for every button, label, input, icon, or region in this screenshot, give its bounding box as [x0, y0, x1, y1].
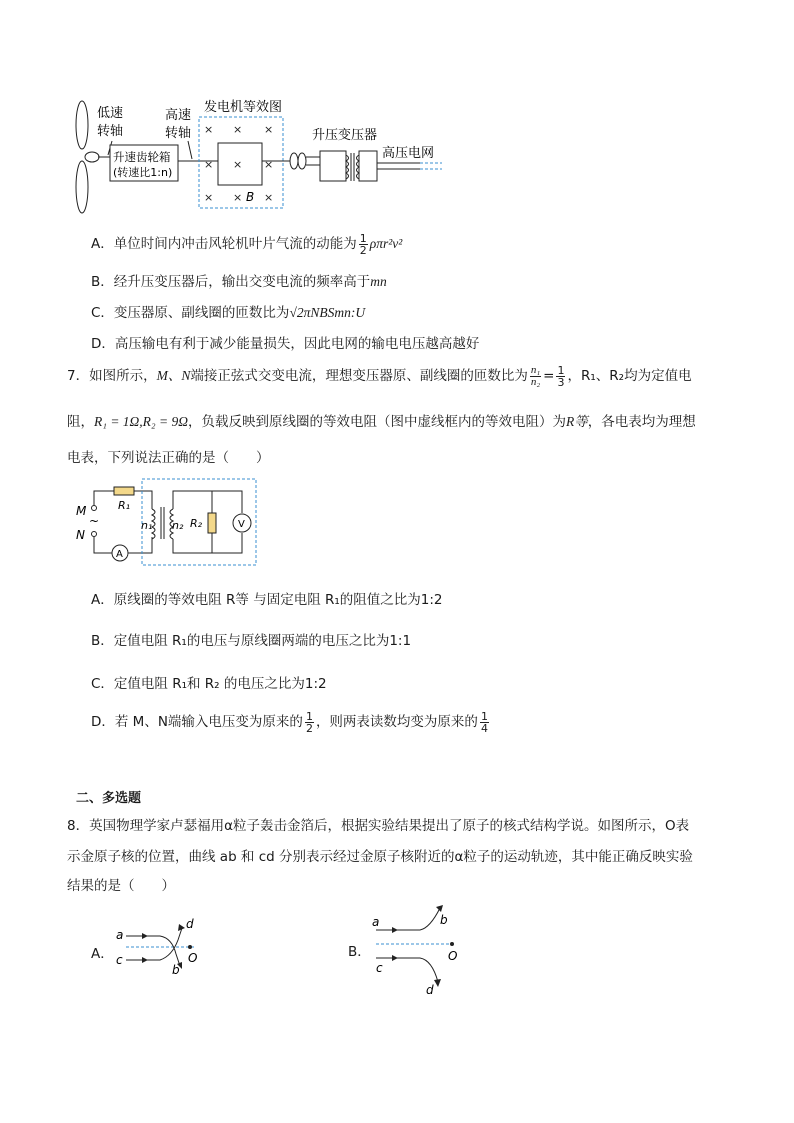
q8-stem-line1: 8．英国物理学家卢瑟福用α粒子轰击金箔后，根据实验结果提出了原子的核式结构学说。如图所示，O表: [67, 818, 690, 834]
high-speed-label: 高速: [165, 108, 192, 123]
resistor-r1: [114, 487, 134, 495]
b-field-label: B: [246, 190, 255, 204]
q8-option-b-diagram: [368, 902, 468, 997]
svg-text:M: M: [76, 504, 87, 518]
svg-text:R₂: R₂: [190, 517, 203, 530]
svg-text:c: c: [116, 953, 123, 967]
q8-option-a-diagram: [112, 914, 212, 976]
svg-text:R₁: R₁: [118, 499, 131, 512]
wind-generator-diagram: [70, 95, 450, 220]
svg-text:×: ×: [233, 123, 243, 136]
q6-option-c: C．变压器原、副线圈的匝数比为√2πNBSmn:U: [91, 305, 366, 321]
transformer-label: 升压变压器: [312, 128, 378, 143]
q7-stem-line2: 阻，R₁ = 1Ω,R₂ = 9Ω，负载反映到原线圈的等效电阻（图中虚线框内的等效电阻）为R等，各电表均为理想: [67, 414, 696, 430]
svg-text:×: ×: [204, 191, 214, 204]
generator-label: 发电机等效图: [204, 100, 283, 115]
svg-text:b: b: [440, 913, 448, 927]
svg-text:×: ×: [233, 158, 243, 171]
q7-option-b: B．定值电阻 R₁的电压与原线圈两端的电压之比为1:1: [91, 633, 412, 649]
ratio-label: (转速比1:n): [113, 166, 173, 179]
low-speed-label: 低速: [97, 106, 124, 121]
svg-text:d: d: [186, 917, 194, 931]
svg-text:N: N: [76, 528, 85, 542]
svg-text:b: b: [172, 963, 180, 976]
svg-text:×: ×: [264, 191, 274, 204]
gearbox-label: 升速齿轮箱: [113, 150, 171, 164]
svg-text:O: O: [188, 951, 198, 965]
q6-option-d: D．高压输电有利于减少能量损失，因此电网的输电电压越高越好: [91, 336, 480, 352]
section-heading: 二、多选题: [76, 791, 142, 806]
q8-stem-line3: 结果的是（ ）: [67, 878, 175, 894]
q7-stem-line1: 7．如图所示，M、N端接正弦式交变电流，理想变压器原、副线圈的匝数比为 $\frac{\text{n₁}}{\text{n₂}}$ = $\frac{1}{3}$ ，R₁、R₂均为定值电: [67, 363, 692, 389]
svg-text:a: a: [116, 928, 124, 942]
svg-text:a: a: [372, 915, 380, 929]
q7-option-d: D．若 M、N端输入电压变为原来的 $\frac{1}{2}$ ，则两表读数均变为原来的 $\frac{1}{4}$: [91, 709, 488, 735]
q7-option-c: C．定值电阻 R₁和 R₂ 的电压之比为1:2: [91, 676, 327, 692]
svg-text:A: A: [116, 549, 123, 560]
svg-text:d: d: [426, 983, 434, 997]
svg-text:V: V: [238, 519, 245, 530]
shaft2-label: 转轴: [165, 126, 192, 141]
q8-stem-line2: 示金原子核的位置，曲线 ab 和 cd 分别表示经过金原子核附近的α粒子的运动轨迹，其中能正确反映实验: [67, 849, 693, 865]
svg-text:c: c: [376, 961, 383, 975]
svg-text:×: ×: [233, 191, 243, 204]
svg-text:×: ×: [264, 123, 274, 136]
q7-option-a: A．原线圈的等效电阻 R等 与固定电阻 R₁的阻值之比为1:2: [91, 592, 443, 608]
svg-text:~: ~: [89, 514, 100, 528]
resistor-r2: [208, 513, 216, 533]
q8-option-a-label: A．: [91, 946, 114, 962]
q6-option-a: A．单位时间内冲击风轮机叶片气流的动能为 $\frac{1}{2}$ ρπr²v²: [91, 231, 403, 257]
svg-text:O: O: [448, 949, 458, 963]
q7-stem-line3: 电表，下列说法正确的是（ ）: [67, 450, 270, 466]
svg-text:n₂: n₂: [172, 519, 184, 532]
grid-label: 高压电网: [382, 146, 435, 161]
svg-text:×: ×: [264, 158, 274, 171]
shaft-label: 转轴: [97, 124, 124, 139]
q8-option-b-label: B．: [348, 944, 371, 960]
svg-text:×: ×: [204, 158, 214, 171]
transformer-circuit-diagram: [72, 475, 262, 570]
svg-text:×: ×: [204, 123, 214, 136]
q6-option-b: B．经升压变压器后，输出交变电流的频率高于mn: [91, 274, 387, 290]
wind-turbine-icon: [76, 101, 99, 213]
svg-text:n₁: n₁: [141, 519, 153, 532]
